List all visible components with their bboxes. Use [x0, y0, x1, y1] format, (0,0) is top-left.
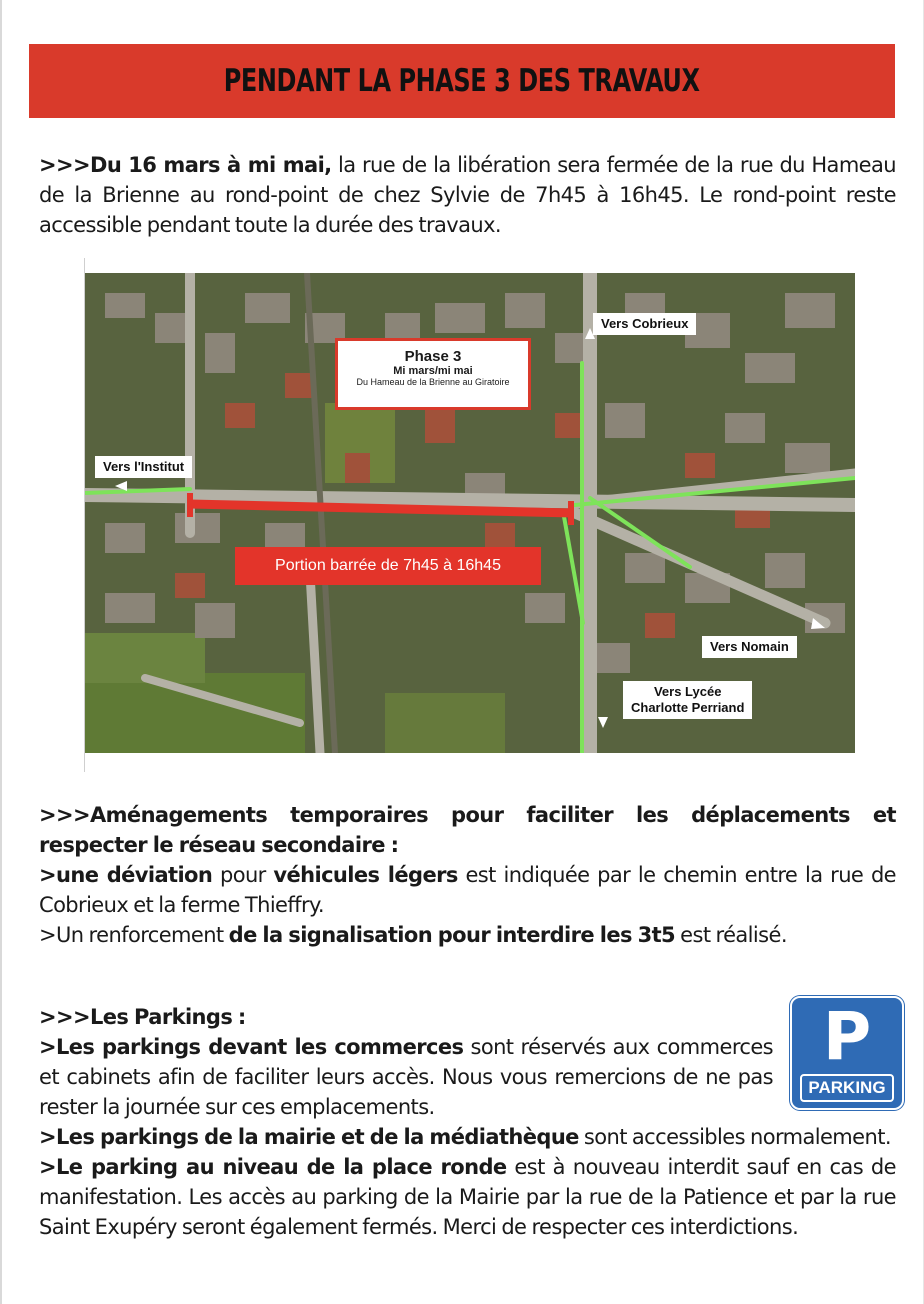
- closed-portion-label: Portion barrée de 7h45 à 16h45: [235, 547, 541, 585]
- parking-sign-icon: [790, 996, 904, 1110]
- parking-place-ronde-text: est à nouveau interdit sauf en cas de manifestation. Les accès au parking de la Mairie par la rue de la Patience et par la rue Saint Exupéry seront également fermés. Merci de respecter ces interdictions.: [39, 1155, 896, 1239]
- label-vers-lycee: [623, 681, 752, 719]
- parking-mairie-text: sont accessibles normalement.: [578, 1125, 891, 1149]
- phase-dates: Mi mars/mi mai: [393, 365, 473, 377]
- label-vers-cobrieux: Vers Cobrieux: [593, 313, 696, 335]
- intro-lead: >>>Du 16 mars à mi mai,: [39, 153, 332, 177]
- parking-mairie-item: [39, 1122, 896, 1152]
- amenagements-section: [39, 800, 896, 950]
- signalisation-item: [39, 920, 896, 950]
- amenagements-heading: >>>Aménagements temporaires pour faciliter les déplacements et respecter le réseau secondaire :: [39, 803, 896, 857]
- parking-place-ronde-item: [39, 1152, 896, 1242]
- label-vers-institut: Vers l'Institut: [95, 456, 192, 478]
- phase-info-box: [335, 338, 531, 410]
- parking-commerces-text: sont réservés aux commerces et cabinets afin de faciliter leurs accès. Nous vous remercions de ne pas rester la journée sur ces emplacements.: [39, 1035, 773, 1119]
- parking-mairie-lead: >Les parkings de la mairie et de la médiathèque: [39, 1125, 579, 1149]
- deviation-text-b: est indiquée par le chemin entre la rue de Cobrieux et la ferme Thieffry.: [39, 863, 897, 917]
- page-edge-left: [0, 0, 2, 1304]
- title-banner: [29, 44, 895, 118]
- signalisation-text-b: est réalisé.: [675, 923, 787, 947]
- parkings-section: [39, 1002, 896, 1242]
- aerial-map: [85, 273, 855, 753]
- parkings-heading: >>>Les Parkings :: [39, 1005, 246, 1029]
- label-vers-lycee-line1: Vers Lycée: [653, 684, 722, 699]
- parking-commerces-lead: >Les parkings devant les commerces: [39, 1035, 464, 1059]
- label-vers-lycee-line2: Charlotte Perriand: [631, 700, 745, 715]
- deviation-item: [39, 860, 896, 920]
- signalisation-emphasis: de la signalisation pour interdire les 3t5: [228, 923, 676, 947]
- signalisation-text-a: >Un renforcement: [39, 923, 229, 947]
- label-vers-nomain: Vers Nomain: [702, 636, 797, 658]
- parking-sign-letter: P: [822, 998, 872, 1075]
- deviation-text-a: pour: [212, 863, 274, 887]
- parking-sign-text: PARKING: [800, 1074, 894, 1102]
- vehicles-type: véhicules légers: [273, 863, 458, 887]
- parking-place-ronde-lead: >Le parking au niveau de la place ronde: [39, 1155, 507, 1179]
- phase-title: Phase 3: [404, 348, 462, 365]
- phase-section: Du Hameau de la Brienne au Giratoire: [356, 377, 510, 387]
- page-title: PENDANT LA PHASE 3 DES TRAVAUX: [224, 63, 700, 99]
- intro-text: la rue de la libération sera fermée de la rue du Hameau de la Brienne au rond-point de chez Sylvie de 7h45 à 16h45. Le rond-point reste accessible pendant toute la durée des travaux.: [39, 153, 896, 237]
- intro-paragraph: [39, 150, 896, 240]
- parking-commerces-item: [39, 1032, 773, 1122]
- deviation-lead: >une déviation: [39, 863, 213, 887]
